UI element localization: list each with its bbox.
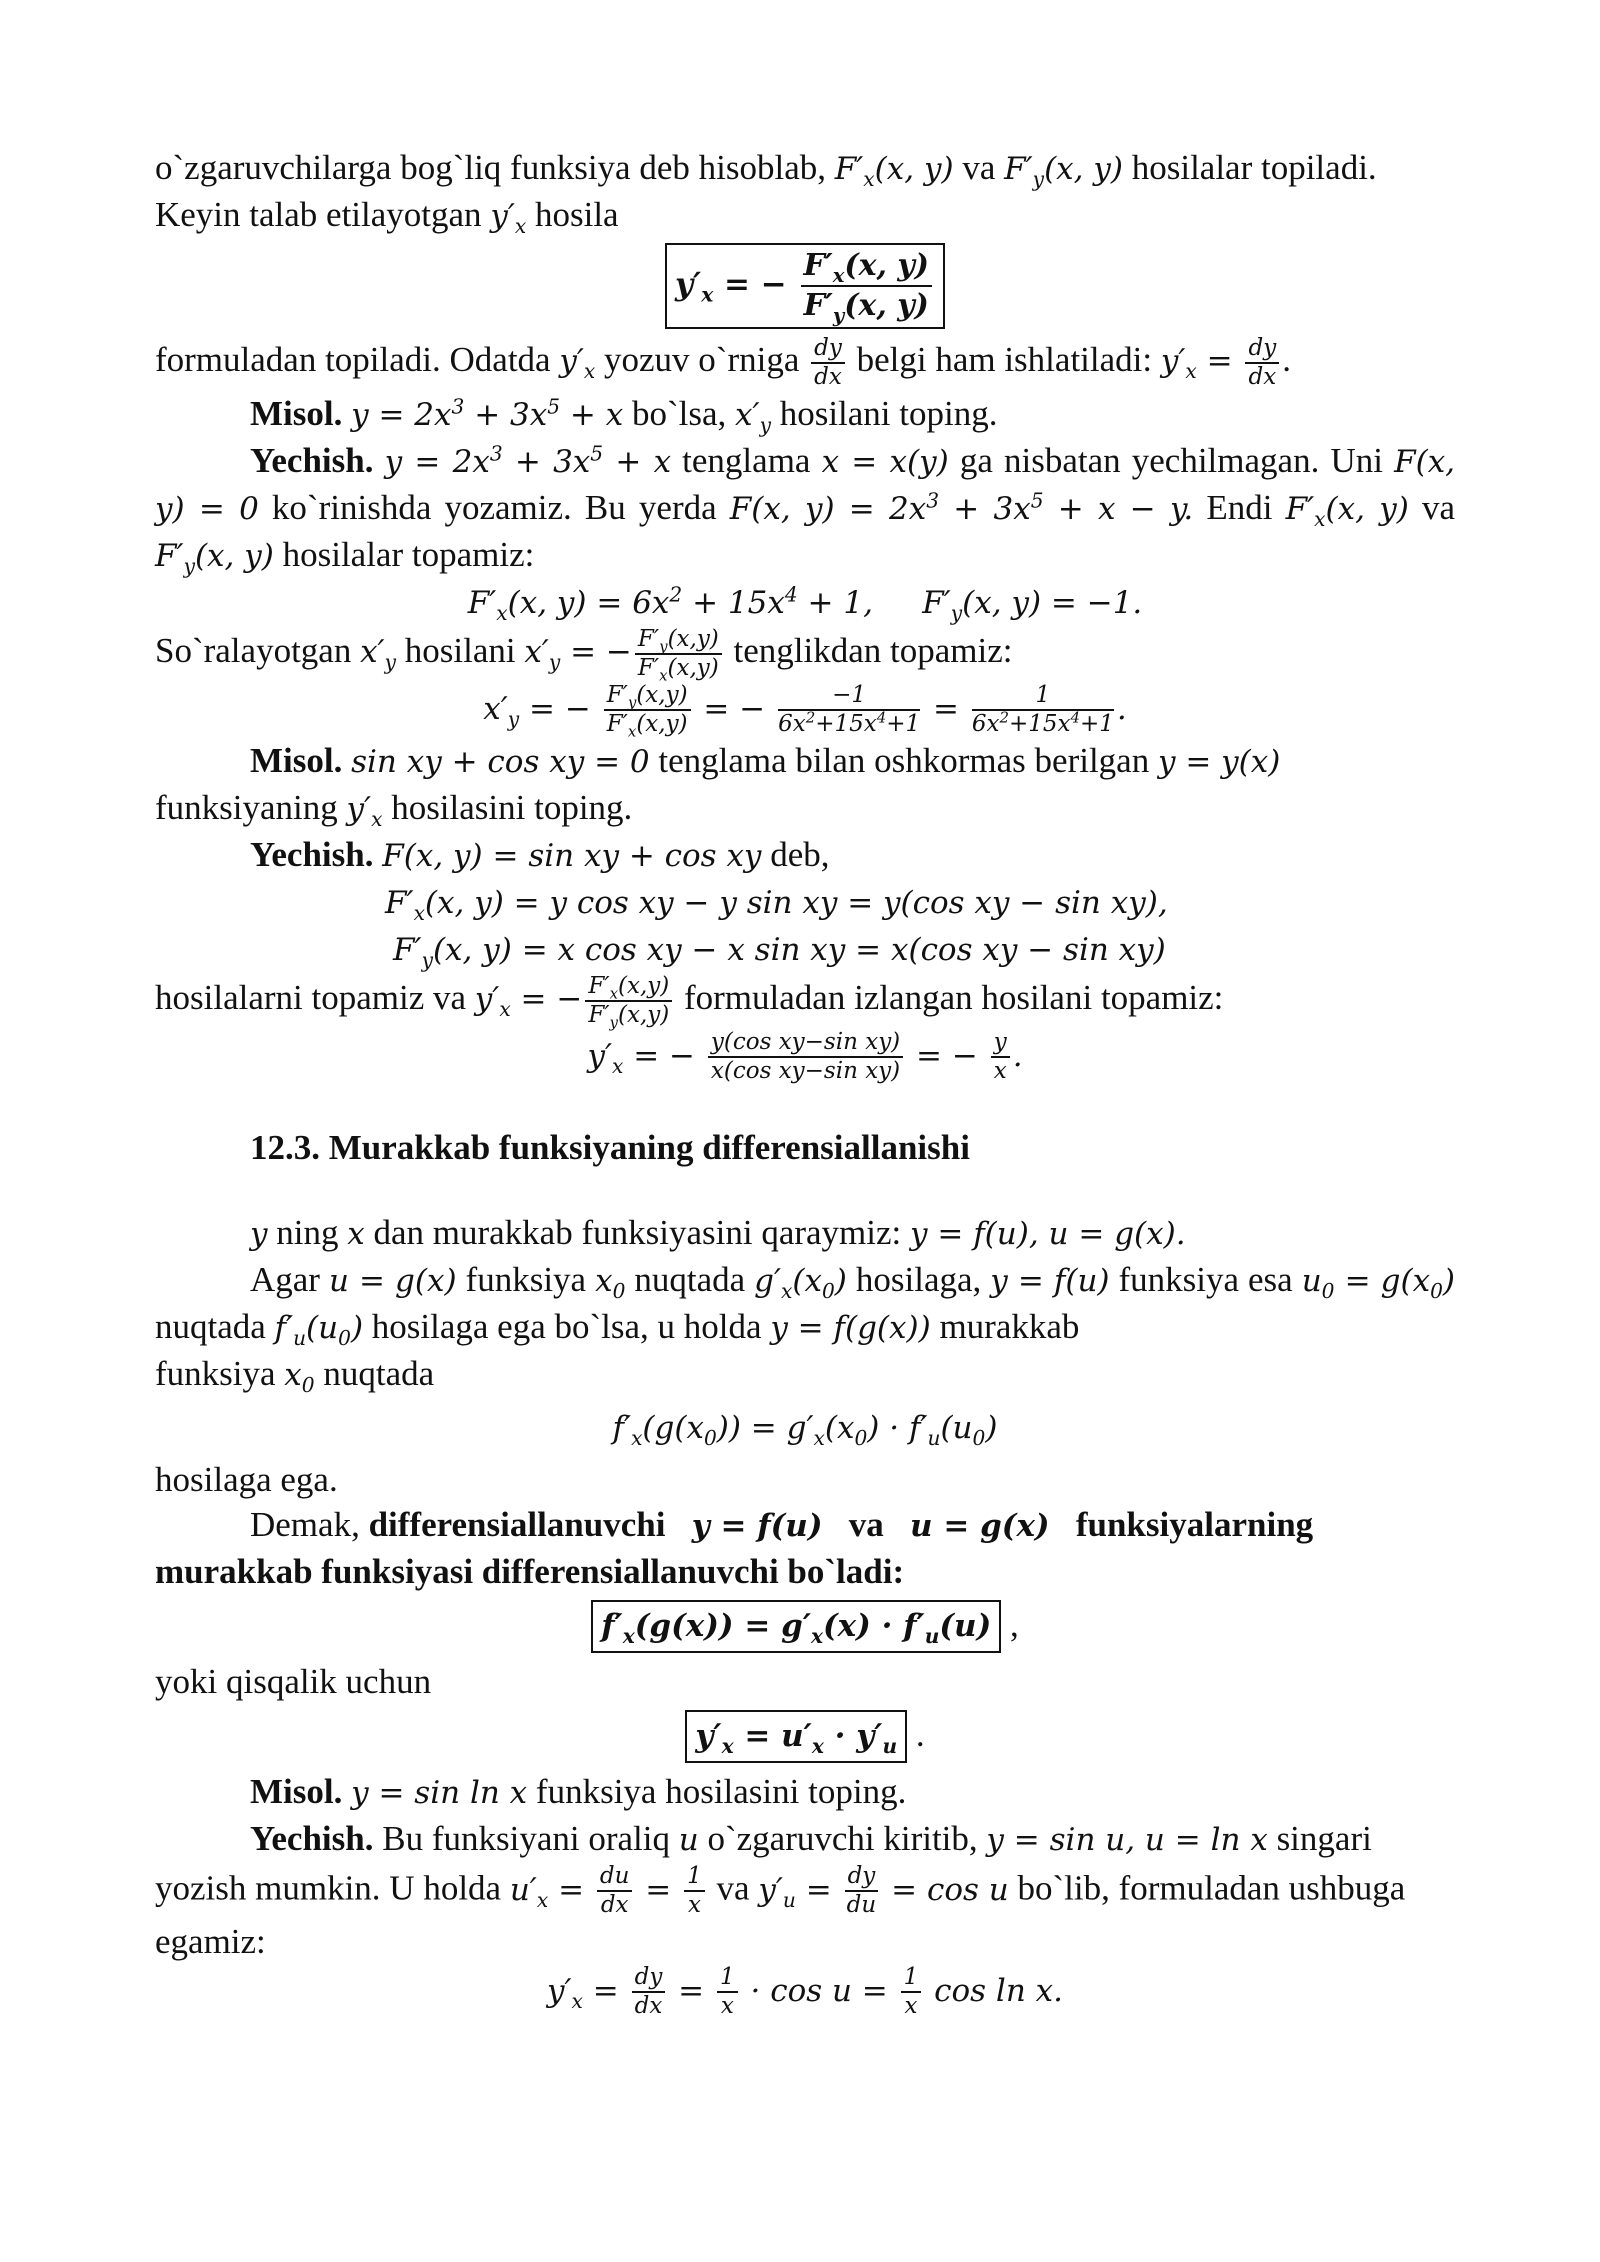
text: funksiya [456, 1260, 596, 1299]
text: Demak, [250, 1505, 369, 1544]
bold-text: va [848, 1505, 884, 1544]
paragraph [155, 1659, 1455, 1704]
text: singari [1267, 1819, 1372, 1858]
formula: $y'_x = u'_x \cdot y'_u$ [685, 1710, 907, 1763]
paragraph [155, 145, 1455, 192]
paragraph [155, 1457, 1455, 1502]
formula: $f'_x(g(x_0)) = g'_x(x_0) \cdot f'_u(u_0)$ [612, 1410, 998, 1451]
formula: y [250, 1216, 268, 1252]
paragraph [155, 1919, 1455, 1964]
text: hosilasini toping. [382, 788, 633, 827]
formula: $F'_y(x$, y) [1004, 151, 1123, 192]
text: Keyin talab etilayotgan [155, 195, 491, 234]
formula: u = g(x) [910, 1508, 1050, 1544]
formula-line [155, 1404, 1455, 1451]
bold-text: murakkab funksiyasi differensiallanuvchi bo`ladi: [155, 1552, 905, 1591]
text: Bu funksiyani oraliq [373, 1819, 679, 1858]
formula: $F'_x(x$, y) [1285, 491, 1409, 532]
paragraph [155, 738, 1455, 785]
text: bo`lsa, [623, 394, 736, 433]
formula-line [155, 682, 1455, 741]
formula: y = f(u) [691, 1508, 823, 1544]
paragraph [155, 626, 1455, 685]
text: egamiz: [155, 1922, 266, 1961]
boxed-formula: $y'_x = u'_x \cdot y'_u$ . [155, 1710, 1455, 1763]
text: nuqtada [314, 1354, 435, 1393]
text: tenglikdan topamiz: [724, 631, 1013, 671]
label: Yechish. [250, 441, 374, 480]
formula: $\frac{dy}{dx}$ [811, 335, 845, 391]
formula: $y = 2x^3 + 3x^5 + x$ [384, 441, 672, 480]
text: hosilalar topiladi. [1122, 148, 1377, 187]
paragraph [155, 1549, 1455, 1594]
label: Misol. [250, 394, 343, 433]
formula: x [347, 1216, 365, 1252]
text: funksiya esa [1109, 1260, 1293, 1299]
formula: $y'_x$ = − $\frac{F'_x(x, y)}{F'_y(x, y)}$ [665, 243, 945, 329]
paragraph [155, 1502, 1455, 1549]
formula: $g'_x(x_0)$ [754, 1263, 847, 1304]
paragraph [155, 785, 1455, 832]
formula: $u_0 = g(x_0)$ [1301, 1263, 1455, 1304]
formula: y = sin ln x [351, 1775, 528, 1811]
formula: $y = 2x^3 + 3x^5 + x$ [351, 394, 624, 433]
formula: $\frac{dy}{dx}$ [1245, 335, 1279, 391]
label: Yechish. [250, 835, 374, 874]
text: formuladan izlangan hosilani topamiz: [675, 978, 1224, 1018]
paragraph [155, 1257, 1455, 1351]
text: funksiya [155, 1354, 285, 1393]
boxed-formula [155, 243, 1455, 329]
formula: $y'_x$ [559, 343, 596, 384]
text: formuladan topiladi. Odatda [155, 340, 560, 380]
formula: y = f(u), u = g(x). [910, 1216, 1186, 1252]
formula-line [155, 879, 1455, 926]
formula: $y'_x$ [490, 198, 527, 239]
formula: $f'_u(u_0)$ [274, 1310, 364, 1351]
formula: $F'_x(x$, y) [834, 151, 954, 192]
formula: $x'_y$ [360, 634, 396, 675]
formula: y = f(u) [990, 1263, 1110, 1299]
text: hosilalarni topamiz va [155, 978, 475, 1018]
bold-text: funksiyalarning [1075, 1505, 1314, 1544]
paragraph: formuladan topiladi. Odatda $y'_x$ yozuv o`rniga $\frac{dy}{dx}$ belgi ham ishlatiladi: $y'_x$ = $\frac{dy}{dx}$ . [155, 335, 1291, 390]
text: hosilani [396, 631, 525, 671]
text: murakkab [930, 1307, 1080, 1346]
text: hosilaga, [846, 1260, 991, 1299]
formula: y = f(g(x)) [770, 1310, 931, 1346]
formula: $y'_u$ = $\frac{dy}{du}$ = cos u [758, 1863, 1009, 1918]
formula: F(x, y) = sin xy + cos xy [382, 838, 762, 874]
text: va [1408, 488, 1455, 527]
paragraph [155, 832, 1455, 879]
text: yozish mumkin. U holda [155, 1868, 510, 1908]
text: Endi [1193, 488, 1273, 527]
formula: $x'_y$ = − $\frac{F'_y(x,y)}{F'_x(x,y)}$ = − $\frac{-1}{6x^2+15x^4+1}$ = $\frac{1}{6x^2+15x^4+1}$ . [483, 682, 1127, 741]
label: Yechish. [250, 1819, 374, 1858]
text: hosilani toping. [770, 394, 998, 433]
formula: y = sin u, u = ln x [986, 1822, 1268, 1858]
paragraph [155, 438, 1455, 579]
text: yozuv o`rniga [595, 340, 809, 380]
paragraph [155, 1210, 1455, 1257]
formula: u = g(x) [328, 1263, 457, 1299]
formula: $\frac{F'_x(x,y)}{F'_y(x,y)}$ [585, 973, 672, 1029]
text: hosilaga ega. [155, 1460, 338, 1499]
text: yoki qisqalik uchun [155, 1662, 432, 1701]
text: tenglama bilan oshkormas berilgan [649, 741, 1158, 780]
label: Misol. [250, 1772, 343, 1811]
formula: $y'_x$ = − $\frac{\text{y(cos xy−sin xy)}}{\text{x(cos xy−sin xy)}}$ = − $\frac{y}{x}$ . [587, 1029, 1023, 1084]
formula-line [155, 1029, 1455, 1085]
label: Misol. [250, 741, 343, 780]
formula: x = x(y) [821, 444, 949, 480]
text: So`ralayotgan [155, 631, 361, 671]
text: funksiyaning [155, 788, 347, 827]
formula: $u'_x$ = $\frac{du}{dx}$ = $\frac{1}{x}$ [510, 1872, 708, 1908]
formula: $F'_y(x$, y) = x cos xy − x sin xy = x(cos xy − sin xy) [393, 932, 1166, 973]
formula: $F'_y(x$, y) [155, 538, 274, 579]
text: belgi ham ishlatiladi: [847, 340, 1161, 380]
text: dan murakkab funksiyasini qaraymiz: [364, 1213, 911, 1252]
formula: $\frac{F'_y(x,y)}{F'_x(x,y)}$ [635, 626, 722, 682]
text: o`zgaruvchi kiritib, [698, 1819, 987, 1858]
formula: y = y(x) [1157, 744, 1281, 780]
paragraph [155, 391, 1455, 438]
paragraph [155, 1351, 1455, 1398]
formula: $f'_x(g(x)) = g'_x(x) \cdot f'_u(u)$ [591, 1600, 1001, 1653]
formula: $F'_x(x$, $y) = 6x^2 + 15x^4 + 1$, $F'_y(x$, y) = −1. [467, 582, 1143, 626]
text: deb, [761, 835, 830, 874]
formula: $F'_x(x$, y) = y cos xy − y sin xy = y(cos xy − sin xy), [385, 885, 1168, 926]
text: funksiya hosilasini toping. [527, 1772, 907, 1811]
text: tenglama [671, 441, 822, 480]
text: hosilaga ega bo`lsa, u holda [363, 1307, 771, 1346]
formula: $y'_x$ = [1160, 343, 1243, 384]
paragraph [155, 1816, 1455, 1863]
formula: F(x, $y) = 2x^3 + 3x^5 + x - y$. [729, 488, 1194, 527]
formula: sin xy + cos xy = 0 [351, 744, 650, 780]
formula-line [155, 579, 1455, 626]
formula: $x_0$ [284, 1357, 315, 1398]
text: hosilalar topamiz: [273, 535, 535, 574]
formula: $y'_x$ = − [474, 981, 583, 1022]
text: Agar [250, 1260, 329, 1299]
paragraph [155, 1863, 1455, 1919]
text: va [953, 148, 1005, 187]
formula: $x'_y$ = − [524, 634, 632, 675]
text: hosila [526, 195, 619, 234]
formula-line [155, 926, 1455, 973]
paragraph [155, 192, 1455, 239]
bold-text: differensiallanuvchi [368, 1505, 666, 1544]
paragraph [155, 1769, 1455, 1816]
formula: F(x, y) = 0 [155, 444, 1456, 527]
formula-line [155, 1964, 1455, 2020]
document-page [155, 145, 1455, 2020]
formula: $x_0$ [595, 1263, 626, 1304]
boxed-formula: $f'_x(g(x)) = g'_x(x) \cdot f'_u(u)$ , [155, 1600, 1455, 1653]
text: o`zgaruvchilarga bog`liq funksiya deb hisoblab, [155, 148, 835, 187]
formula: $y'_x$ [346, 791, 383, 832]
text: nuqtada [625, 1260, 755, 1299]
text: ga nisbatan yechilmagan. Uni [948, 441, 1383, 480]
text: bo`lib, formuladan ushbuga [1008, 1868, 1406, 1908]
formula: u [678, 1822, 699, 1858]
paragraph [155, 973, 1455, 1032]
formula: $x'_y$ [735, 397, 771, 438]
text: ning [267, 1213, 348, 1252]
text: nuqtada [155, 1307, 275, 1346]
text: va [707, 1868, 759, 1908]
text: ko`rinishda yozamiz. Bu yerda [258, 488, 730, 527]
section-title: 12.3. Murakkab funksiyaning differensiallanishi [250, 1128, 970, 1167]
formula: $y'_x$ = $\frac{dy}{dx}$ = $\frac{1}{x}$ · cos u = $\frac{1}{x}$ cos ln x. [546, 1964, 1063, 2019]
